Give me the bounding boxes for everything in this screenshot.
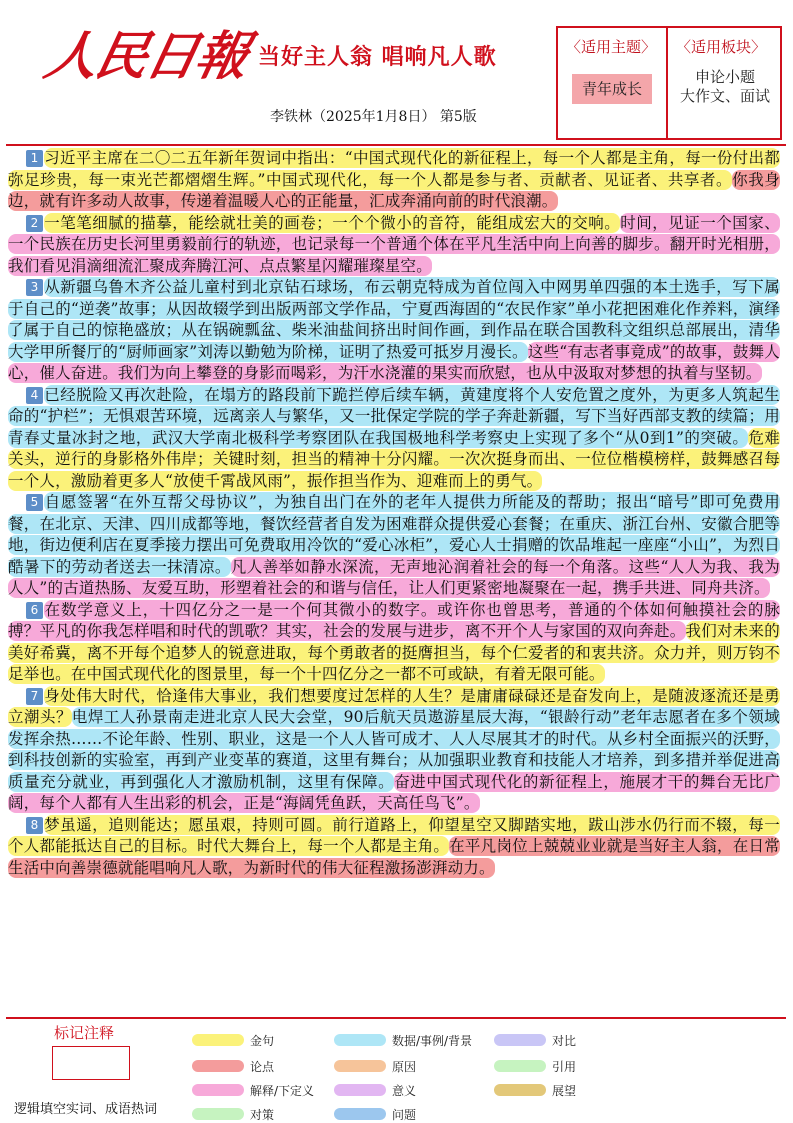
highlighted-sentence: 在数学意义上，十四亿分之一是一个何其微小的数字。或许你也曾思考，普通的个体如何触摸社会的脉搏？平凡的你我怎样唱和时代的凯歌？其实，社会的发展与进步，离不开个人与家国的双向奔赴。: [8, 600, 780, 640]
board-value: [670, 68, 780, 106]
legend-title: 标记注释: [54, 1024, 115, 1042]
legend-label: 数据/事例/背景: [392, 1034, 473, 1048]
highlighted-sentence: 电焊工人孙景南走进北京人民大会堂，90后航天员遨游星辰大海，“银龄行动”老年志愿者在多个领域发挥余热……不论年龄、性别、职业，这是一个人人皆可成才、人人尽展其才的时代。从乡村全面振兴的沃野，到科技创新的实验室，再到产业变革的赛道，这里有舞台；从加强职业教育和技能人才培养，到多措并举促进高质量充分就业，再到强化人才激励机制，这里有保障。: [8, 708, 780, 791]
article-byline: 李铁林（2025年1月8日） 第5版: [270, 109, 477, 125]
legend-sample-box: [52, 1046, 130, 1080]
article-paragraph: [8, 213, 780, 278]
legend-label: 对策: [250, 1108, 275, 1122]
highlighted-sentence: 我们对未来的美好希冀，离不开每个追梦人的锐意进取，每个勇敢者的挺膺担当，每个仁爱者的和衷共济。众力并，则万钧不足举也。在中国式现代化的图景里，每一个十四亿分之一都不可或缺，有着无限可能。: [8, 622, 780, 683]
board-label: 〈适用板块〉: [676, 38, 767, 56]
theme-label: 〈适用主题〉: [566, 38, 657, 56]
article-paragraph: [8, 148, 780, 213]
legend-swatch: [494, 1034, 546, 1046]
highlighted-sentence: 已经脱险又再次赴险，在塌方的路段前下跪拦停后续车辆，黄建度将个人安危置之度外，为更多人筑起生命的“护栏”；无惧艰苦环境，远离亲人与繁华，又一批保定学院的学子奔赴新疆，写下当好西部支教的续篇；用青春丈量冰封之地，武汉大学南北极科学考察团队在我国极地科学考察史上实现了多个“从0到1”的突破。: [8, 385, 780, 447]
article-paragraph: [8, 492, 780, 600]
paragraph-number-badge: 5: [26, 494, 43, 511]
article-paragraph: [8, 600, 780, 686]
legend-swatch: [334, 1084, 386, 1096]
highlighted-sentence: 在平凡岗位上兢兢业业就是当好主人翁，在日常生活中向善崇德就能唱响凡人歌，为新时代的伟大征程激扬澎湃动力。: [8, 837, 780, 877]
legend-swatch: [192, 1060, 244, 1072]
article-headline: 当好主人翁 唱响凡人歌: [258, 45, 497, 70]
paragraph-number-badge: 1: [26, 150, 43, 167]
highlighted-sentence: 这些“有志者事竟成”的故事，鼓舞人心，催人奋进。我们为向上攀登的身影而喝彩，为汗水浇灌的果实而欣慰，也从中汲取对梦想的执着与坚韧。: [8, 342, 780, 382]
newspaper-logo: [39, 22, 253, 92]
legend-swatch: [334, 1108, 386, 1120]
highlighted-sentence: 自愿签署“在外互帮父母协议”，为独自出门在外的老年人提供力所能及的帮助；报出“暗号”即可免费用餐，在北京、天津、四川成都等地，餐饮经营者自发为困难群众提供爱心套餐；在重庆、浙江台州、安徽合肥等地，街边便利店在夏季接力摆出可免费取用冷饮的“爱心冰柜”，爱心人士捐赠的饮品堆起一座座“小山”，为烈日酷暑下的劳动者送去一抹清凉。: [8, 493, 780, 576]
board-value-line-1: 申论小题: [694, 68, 755, 86]
board-value-line-2: 大作文、面试: [679, 87, 770, 105]
theme-box-divider: [666, 28, 668, 138]
highlighted-sentence: 危难关头，逆行的身影格外伟岸；关键时刻，担当的精神十分闪耀。一次次挺身而出、一位位楷模榜样，鼓舞感召每一个人，激励着更多人“放使千霄战风雨”，振作担当作为、迎难而上的勇气。: [8, 428, 780, 490]
legend-label: 原因: [392, 1060, 417, 1074]
legend-swatch: [192, 1084, 244, 1096]
article-paragraph: [8, 277, 780, 385]
paragraph-number-badge: 4: [26, 387, 43, 404]
highlighted-sentence: 奋进中国式现代化的新征程上，施展才干的舞台无比广阔，每个人都有人生出彩的机会，正是“海阔凭鱼跃，天高任鸟飞”。: [8, 772, 780, 812]
bottom-divider: [6, 1017, 786, 1019]
article-paragraph: [8, 686, 780, 815]
highlighted-sentence: 时间，见证一个国家、一个民族在历史长河里勇毅前行的轨迹，也记录每一个普通个体在平凡生活中向上向善的脚步。翻开时光相册，我们看见涓滴细流汇聚成奔腾江河、点点繁星闪耀璀璨星空。: [8, 213, 780, 275]
theme-box: [556, 26, 782, 140]
legend-label: 问题: [392, 1108, 417, 1122]
highlighted-sentence: 身处伟大时代，恰逢伟大事业，我们想要度过怎样的人生？是庸庸碌碌还是奋发向上，是随波逐流还是勇立潮头？: [8, 686, 780, 726]
legend-swatch: [192, 1034, 244, 1046]
legend-swatch: [334, 1034, 386, 1046]
theme-value: 青年成长: [572, 74, 652, 104]
paragraph-number-badge: 8: [26, 817, 43, 834]
highlighted-sentence: 凡人善举如静水深流，无声地沁润着社会的每一个角落。这些“人人为我、我为人人”的古道热肠、友爱互助，形塑着社会的和谐与信任，让人们更紧密地凝聚在一起，携手共进、同舟共济。: [8, 557, 780, 597]
highlighted-sentence: 梦虽遥，追则能达；愿虽艰，持则可圆。前行道路上，仰望星空又脚踏实地，跋山涉水仍行而不辍，每一个人都能抵达自己的目标。时代大舞台上，每一个人都是主角。: [8, 815, 780, 855]
article-paragraph: [8, 815, 780, 880]
legend-swatch: [334, 1060, 386, 1072]
paragraph-number-badge: 3: [26, 279, 43, 296]
paragraph-number-badge: 6: [26, 602, 43, 619]
legend-note: 逻辑填空实词、成语热词: [14, 1102, 158, 1117]
logo-text: 人民日報: [39, 26, 253, 87]
paragraph-number-badge: 2: [26, 215, 43, 232]
legend-label: 引用: [552, 1060, 577, 1074]
highlighted-sentence: 一笔笔细腻的描摹，能绘就壮美的画卷；一个个微小的音符，能组成宏大的交响。: [44, 213, 621, 232]
legend-swatch: [192, 1108, 244, 1120]
article-paragraph: [8, 385, 780, 493]
legend-swatch: [494, 1060, 546, 1072]
legend-label: 对比: [552, 1034, 577, 1048]
article-body: [8, 148, 780, 879]
top-divider: [6, 144, 786, 146]
highlighted-sentence: 你我身边，就有许多动人故事，传递着温暖人心的正能量，汇成奔涌向前的时代浪潮。: [8, 170, 780, 210]
legend-label: 解释/下定义: [250, 1084, 315, 1098]
legend-swatch: [494, 1084, 546, 1096]
legend-label: 金句: [250, 1034, 275, 1048]
highlighted-sentence: 习近平主席在二〇二五年新年贺词中指出：“中国式现代化的新征程上，每一个人都是主角，每一份付出都弥足珍贵，每一束光芒都熠熠生辉。”中国式现代化，每一个人都是参与者、贡献者、见证者、共享者。: [8, 149, 780, 189]
highlighted-sentence: 从新疆乌鲁木齐公益儿童村到北京钻石球场，布云朝克特成为首位闯入中网男单四强的本土选手，写下属于自己的“逆袭”故事；从因故辍学到出版两部文学作品，宁夏西海固的“农民作家”单小花把困难化作养料，演绎了属于自己的惊艳盛放；从在锅碗瓢盆、柴米油盐间挤出时间作画，到作品在联合国教科文组织总部展出，清华大学甲所餐厅的“厨师画家”刘涛以勤勉为阶梯，证明了热爱可抵岁月漫长。: [8, 278, 780, 361]
legend-label: 展望: [552, 1084, 577, 1098]
paragraph-number-badge: 7: [26, 688, 43, 705]
legend-label: 论点: [250, 1060, 275, 1074]
legend-label: 意义: [392, 1084, 417, 1098]
